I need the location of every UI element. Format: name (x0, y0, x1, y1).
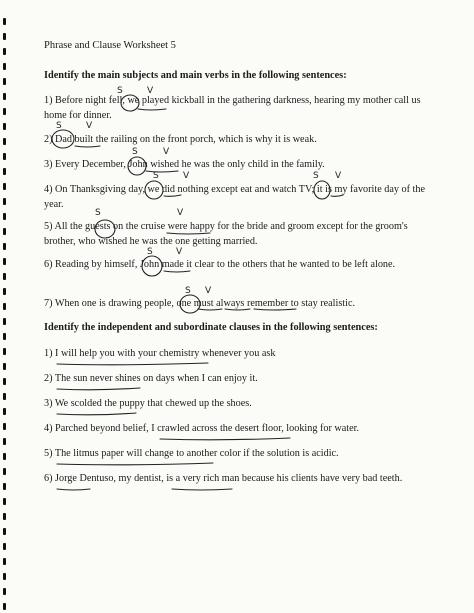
worksheet-title: Phrase and Clause Worksheet 5 (44, 40, 176, 51)
subject-mark: S (95, 208, 101, 218)
subject-mark: S (313, 171, 319, 181)
binding-mark (3, 483, 6, 490)
verb-mark: V (177, 208, 184, 218)
list-item: 5) All the guests on the cruise were happy for the bride and groom except for the groom's brother, who wished he was the one getting married. (44, 221, 408, 247)
verb-mark: V (147, 86, 154, 96)
list-item: 1) Before night fell, we played kickball in the gathering darkness, hearing my mother call us home for dinner. (44, 95, 421, 121)
subject-mark: S (185, 286, 191, 296)
list-item: 6) Reading by himself, John made it clear to the others that he wanted to be left alone. (44, 259, 396, 270)
binding-mark (3, 438, 6, 445)
binding-mark (3, 93, 6, 100)
binding-mark (3, 228, 6, 235)
binding-mark (3, 48, 6, 55)
binding-mark (3, 498, 6, 505)
subject-mark: S (117, 86, 123, 96)
verb-mark: V (86, 121, 93, 131)
binding-mark (3, 543, 6, 550)
binding-mark (3, 303, 6, 310)
verb-mark: V (205, 286, 212, 296)
binding-mark (3, 198, 6, 205)
binding-mark (3, 423, 6, 430)
binding-mark (3, 363, 6, 370)
binding-mark (3, 213, 6, 220)
list-item: 4) On Thanksgiving day, we did nothing except eat and watch TV; it is my favorite day of the year. (44, 184, 425, 210)
binding-mark (3, 123, 6, 130)
binding-mark (3, 453, 6, 460)
list-item: 3) Every December, John wished he was the only child in the family. (44, 159, 325, 170)
list-item: 7) When one is drawing people, one must always remember to stay realistic. (44, 298, 356, 309)
binding-mark (3, 243, 6, 250)
binding-mark (3, 138, 6, 145)
binding-mark (3, 318, 6, 325)
list-item: 2) Dad built the railing on the front porch, which is why it is weak. (44, 134, 317, 145)
list-item: 5) The litmus paper will change to another color if the solution is acidic. (44, 448, 339, 459)
binding-mark (3, 573, 6, 580)
binding-mark (3, 393, 6, 400)
binding-mark (3, 273, 6, 280)
binding-mark (3, 333, 6, 340)
binding-mark (3, 153, 6, 160)
binding-mark (3, 33, 6, 40)
subject-mark: S (132, 147, 138, 157)
binding-mark (3, 468, 6, 475)
verb-mark: V (163, 147, 170, 157)
binding-holes (0, 0, 12, 613)
list-item: 4) Parched beyond belief, I crawled across the desert floor, looking for water. (44, 423, 360, 434)
section1-heading: Identify the main subjects and main verbs in the following sentences: (44, 70, 347, 81)
subject-mark: S (147, 247, 153, 257)
binding-mark (3, 603, 6, 610)
binding-mark (3, 78, 6, 85)
subject-mark: S (56, 121, 62, 131)
binding-mark (3, 108, 6, 115)
verb-mark: V (176, 247, 183, 257)
list-item: 2) The sun never shines on days when I can enjoy it. (44, 373, 258, 384)
binding-mark (3, 18, 6, 25)
binding-mark (3, 183, 6, 190)
list-item: 3) We scolded the puppy that chewed up the shoes. (44, 398, 252, 409)
list-item: 1) I will help you with your chemistry whenever you ask (44, 348, 276, 359)
verb-mark: V (335, 171, 342, 181)
list-item: 6) Jorge Dentuso, my dentist, is a very rich man because his clients have very bad teeth. (44, 473, 403, 484)
subject-mark: S (153, 171, 159, 181)
binding-mark (3, 168, 6, 175)
binding-mark (3, 588, 6, 595)
binding-mark (3, 378, 6, 385)
verb-mark: V (183, 171, 190, 181)
binding-mark (3, 528, 6, 535)
binding-mark (3, 258, 6, 265)
section2-heading: Identify the independent and subordinate clauses in the following sentences: (44, 322, 378, 333)
binding-mark (3, 63, 6, 70)
binding-mark (3, 513, 6, 520)
binding-mark (3, 348, 6, 355)
binding-mark (3, 288, 6, 295)
binding-mark (3, 558, 6, 565)
binding-mark (3, 408, 6, 415)
